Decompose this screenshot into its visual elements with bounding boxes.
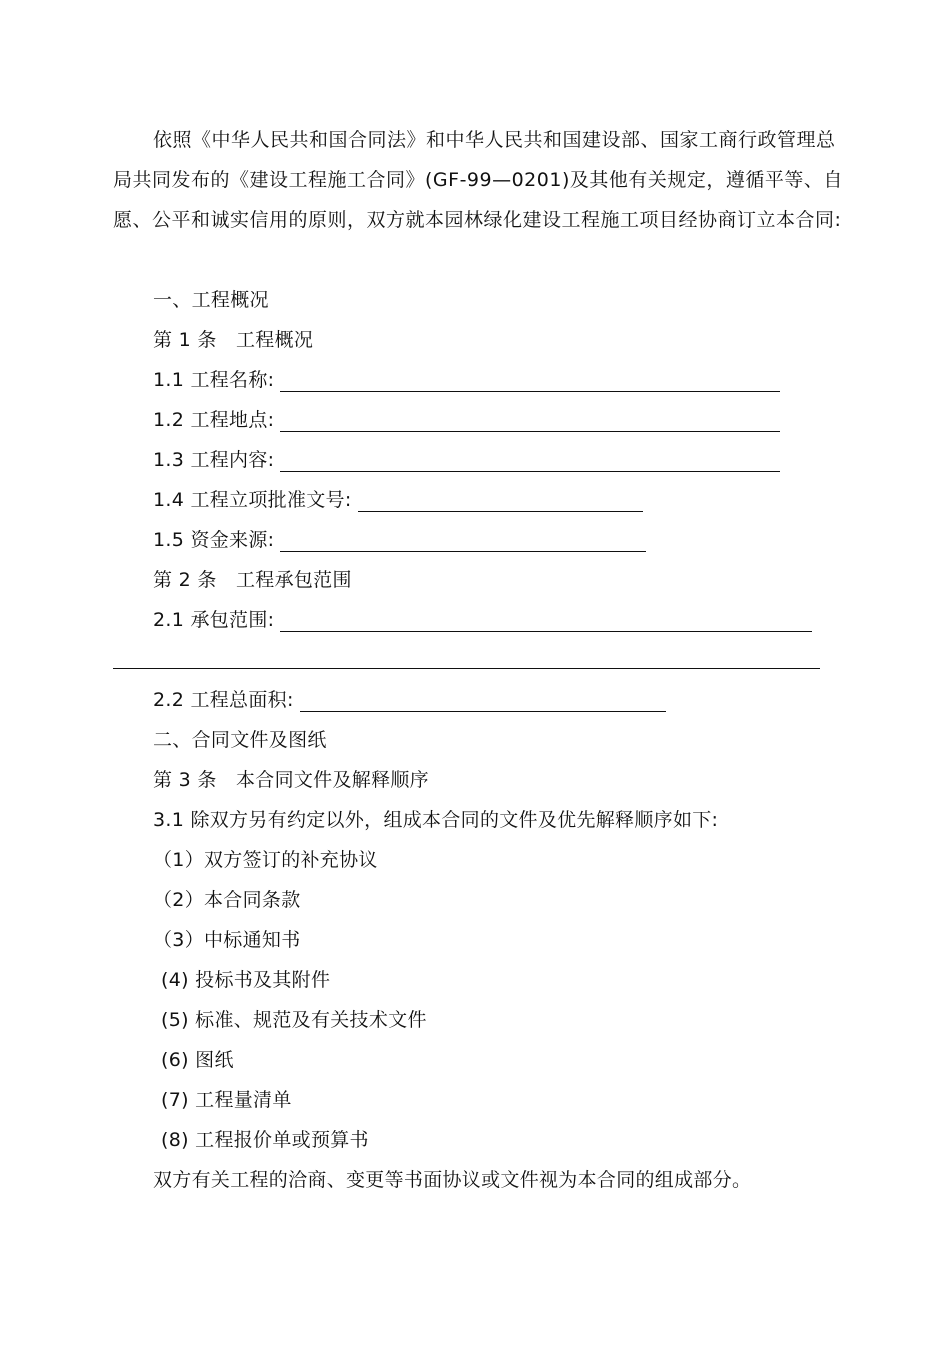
funding-source-blank[interactable] (280, 520, 646, 552)
field-total-area (153, 680, 666, 720)
field-label: 1.2 工程地点: (153, 409, 275, 431)
field-label: 1.5 资金来源: (153, 529, 275, 551)
field-project-name (153, 360, 780, 400)
closing-statement: 双方有关工程的洽商、变更等书面协议或文件视为本合同的组成部分。 (153, 1169, 752, 1191)
intro-text: 依照《中华人民共和国合同法》和中华人民共和国建设部、国家工商行政管理总局共同发布的《建设工程施工合同》(GF-99—0201)及其他有关规定，遵循平等、自愿、公平和诚实信用的原则，双方就本园林绿化建设工程施工项目经协商订立本合同: (113, 129, 843, 231)
list-item: (8) 工程报价单或预算书 (161, 1129, 369, 1151)
list-item: (7) 工程量清单 (161, 1089, 292, 1111)
field-label: 2.2 工程总面积: (153, 689, 294, 711)
list-item: (6) 图纸 (161, 1049, 234, 1071)
approval-number-blank[interactable] (358, 480, 643, 512)
project-name-blank[interactable] (280, 360, 780, 392)
list-item: （3）中标通知书 (153, 929, 301, 951)
list-item: （2）本合同条款 (153, 889, 301, 911)
clause-3-1: 3.1 除双方另有约定以外，组成本合同的文件及优先解释顺序如下: (153, 809, 719, 831)
field-project-content (153, 440, 780, 480)
field-label: 2.1 承包范围: (153, 609, 275, 631)
list-item: （1）双方签订的补充协议 (153, 849, 378, 871)
field-label: 1.4 工程立项批准文号: (153, 489, 352, 511)
field-approval-number (153, 480, 643, 520)
project-content-blank[interactable] (280, 440, 780, 472)
field-funding-source (153, 520, 646, 560)
intro-paragraph (113, 120, 848, 240)
list-item: (5) 标准、规范及有关技术文件 (161, 1009, 427, 1031)
scope-blank[interactable] (280, 600, 812, 632)
field-project-location (153, 400, 780, 440)
article2-heading: 第 2 条 工程承包范围 (153, 569, 352, 591)
article1-heading: 第 1 条 工程概况 (153, 329, 314, 351)
scope-continuation-blank[interactable] (113, 668, 820, 669)
total-area-blank[interactable] (300, 680, 666, 712)
project-location-blank[interactable] (280, 400, 780, 432)
section2-heading: 二、合同文件及图纸 (153, 729, 327, 751)
field-label: 1.3 工程内容: (153, 449, 275, 471)
list-item: (4) 投标书及其附件 (161, 969, 331, 991)
section1-heading: 一、工程概况 (153, 289, 269, 311)
field-label: 1.1 工程名称: (153, 369, 275, 391)
field-scope (153, 600, 812, 640)
article3-heading: 第 3 条 本合同文件及解释顺序 (153, 769, 429, 791)
